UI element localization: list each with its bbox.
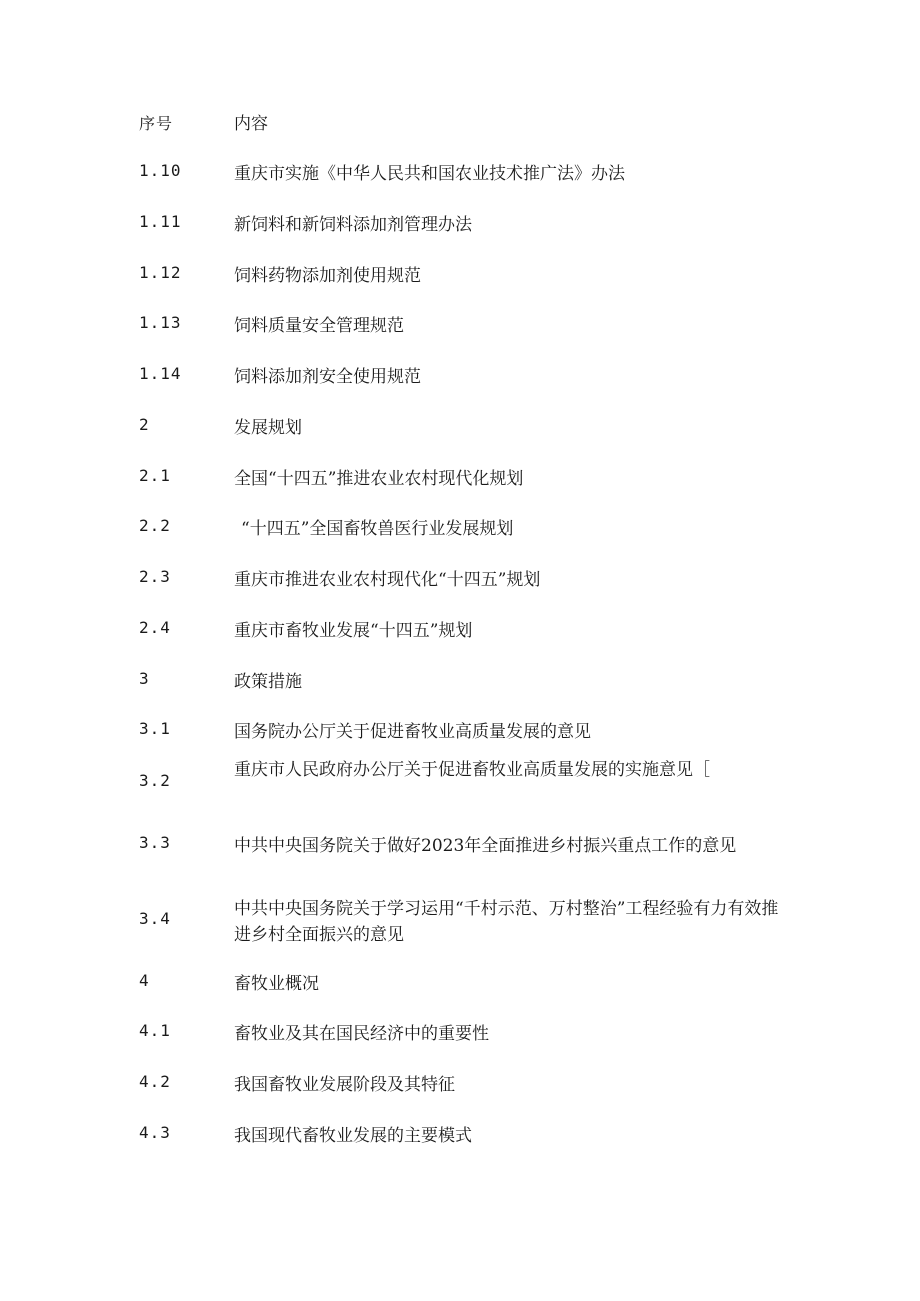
row-content: 中共中央国务院关于做好2023年全面推进乡村振兴重点工作的意见	[234, 836, 737, 856]
row-num: 1.11	[139, 212, 182, 231]
row-num: 4.1	[139, 1021, 171, 1040]
row-num: 1.13	[139, 313, 182, 332]
row-num: 3.1	[139, 719, 171, 738]
row-num: 1.10	[139, 161, 182, 180]
header-content: 内容	[234, 114, 268, 134]
row-content: 重庆市畜牧业发展“十四五”规划	[234, 621, 473, 641]
row-content: 我国畜牧业发展阶段及其特征	[234, 1075, 455, 1095]
row-num: 4.2	[139, 1072, 171, 1091]
row-num: 3	[139, 669, 150, 688]
row-content: 全国“十四五”推进农业农村现代化规划	[234, 469, 524, 489]
row-content: “十四五”全国畜牧兽医行业发展规划	[241, 519, 514, 539]
row-num: 3.2	[139, 771, 171, 790]
row-num: 2.2	[139, 516, 171, 535]
row-num: 4	[139, 971, 150, 990]
row-num: 2.4	[139, 618, 171, 637]
row-num: 1.12	[139, 263, 182, 282]
row-content: 重庆市推进农业农村现代化“十四五”规划	[234, 570, 541, 590]
row-num: 2.1	[139, 466, 171, 485]
row-content: 饲料质量安全管理规范	[234, 316, 404, 336]
row-content: 发展规划	[234, 418, 302, 438]
row-content: 国务院办公厅关于促进畜牧业高质量发展的意见	[234, 722, 591, 742]
row-content: 政策措施	[234, 672, 302, 692]
row-content: 中共中央国务院关于学习运用“千村示范、万村整治”工程经验有力有效推进乡村全面振兴的意见	[234, 899, 779, 945]
header-num: 序号	[139, 114, 174, 133]
row-num: 2	[139, 415, 150, 434]
row-num: 4.3	[139, 1123, 171, 1142]
row-num: 3.4	[139, 909, 171, 928]
row-num: 2.3	[139, 567, 171, 586]
row-content: 饲料药物添加剂使用规范	[234, 266, 421, 286]
row-content: 畜牧业概况	[234, 974, 319, 994]
row-content: 饲料添加剂安全使用规范	[234, 367, 421, 387]
row-content: 重庆市人民政府办公厅关于促进畜牧业高质量发展的实施意见［	[234, 760, 710, 780]
row-content: 新饲料和新饲料添加剂管理办法	[234, 215, 472, 235]
row-content: 我国现代畜牧业发展的主要模式	[234, 1126, 472, 1146]
row-num: 1.14	[139, 364, 182, 383]
row-num: 3.3	[139, 833, 171, 852]
row-content: 重庆市实施《中华人民共和国农业技术推广法》办法	[234, 164, 625, 184]
row-content: 畜牧业及其在国民经济中的重要性	[234, 1024, 489, 1044]
